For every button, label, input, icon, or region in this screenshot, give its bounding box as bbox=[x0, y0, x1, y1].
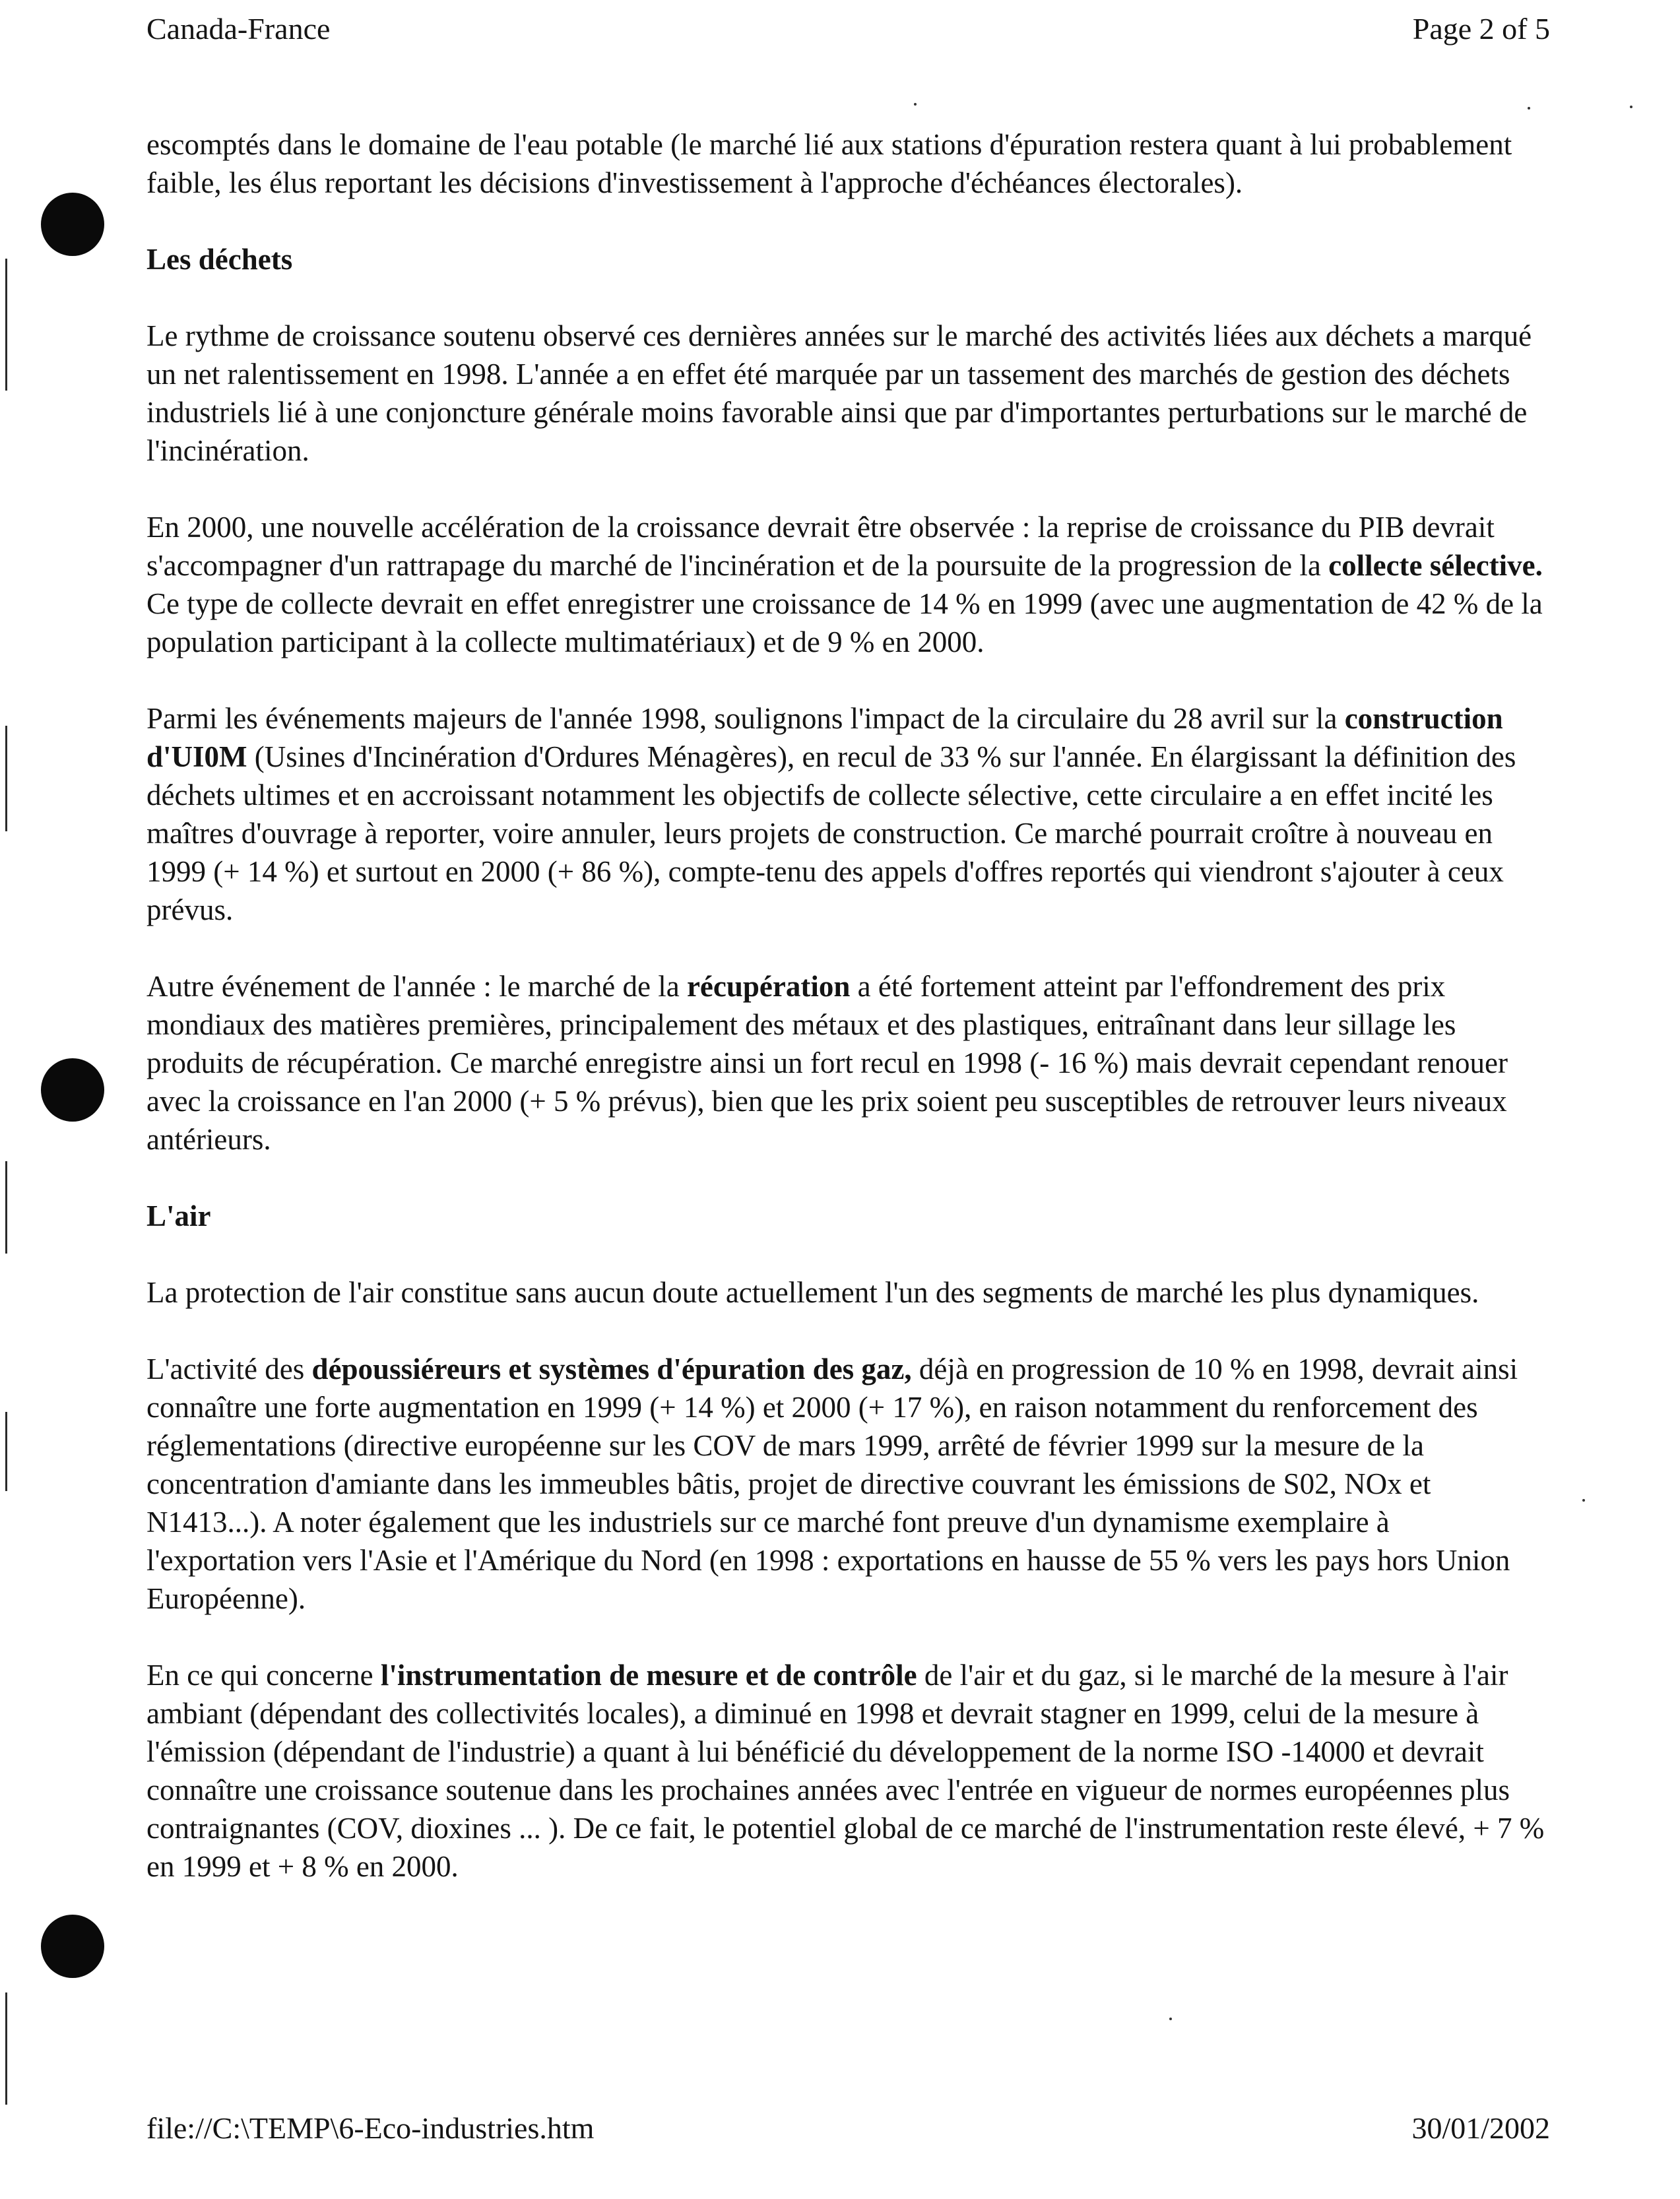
paragraph-air-1: La protection de l'air constitue sans aucun doute actuellement l'un des segments de marché les plus dynamiques. bbox=[146, 1276, 1479, 1309]
paragraph-intro: escomptés dans le domaine de l'eau potable (le marché lié aux stations d'épuration restera quant à lui probablement faible, les élus reportant les décisions d'investissement à l'approche d'échéances électorales). bbox=[146, 128, 1512, 199]
paragraph-air-3: En ce qui concerne l'instrumentation de mesure et de contrôle de l'air et du gaz, si le marché de la mesure à l'air ambiant (dépendant des collectivités locales), a diminué en 1998 et devrait stagner en 1999, celui de la mesure à l'émission (dépendant de l'industrie) a quant à lui bénéficié du développement de la norme ISO -14000 et devrait connaître une croissance soutenue dans les prochaines années avec l'entrée en vigueur de normes européennes plus contraignantes (COV, dioxines ... ). De ce fait, le potentiel global de ce marché de l'instrumentation reste élevé, + 7 % en 1999 et + 8 % en 2000. bbox=[146, 1659, 1545, 1883]
punch-hole-middle bbox=[41, 1058, 104, 1122]
section-heading-dechets: Les déchets bbox=[146, 243, 293, 276]
footer-date: 30/01/2002 bbox=[1411, 2111, 1550, 2145]
scan-edge-line bbox=[5, 1161, 7, 1254]
paragraph-dechets-3: Parmi les événements majeurs de l'année 1998, soulignons l'impact de la circulaire du 28 avril sur la construction d'UI0M (Usines d'Incinération d'Ordures Ménagères), en recul de 33 % sur l'année. En élargissant la définition des déchets ultimes et en accroissant notamment les objectifs de collecte sélective, cette circulaire a en effet incité les maîtres d'ouvrage à reporter, voire annuler, leurs projets de construction. Ce marché pourrait croître à nouveau en 1999 (+ 14 %) et surtout en 2000 (+ 86 %), compte-tenu des appels d'offres reportés qui viendront s'ajouter à ceux prévus. bbox=[146, 702, 1516, 926]
scan-edge-line bbox=[5, 259, 7, 391]
paragraph-dechets-2: En 2000, une nouvelle accélération de la croissance devrait être observée : la reprise de croissance du PIB devrait s'accompagner d'un rattrapage du marché de l'incinération et de la poursuite de la progression de la collecte sélective. Ce type de collecte devrait en effet enregistrer une croissance de 14 % en 1999 (avec une augmentation de 42 % de la population participant à la collecte multimatériaux) et de 9 % en 2000. bbox=[146, 511, 1543, 658]
punch-hole-top bbox=[41, 193, 104, 256]
scan-edge-line bbox=[5, 1992, 7, 2105]
term-construction-uiom: construction d'UI0M bbox=[146, 702, 1503, 773]
term-depoussiereurs: dépoussiéreurs et systèmes d'épuration des gaz, bbox=[311, 1353, 912, 1386]
scan-speck bbox=[1582, 1499, 1585, 1502]
scan-speck bbox=[1528, 107, 1530, 110]
footer-file-path: file://C:\TEMP\6-Eco-industries.htm bbox=[146, 2111, 595, 2145]
scan-speck bbox=[1630, 106, 1632, 108]
section-heading-air: L'air bbox=[146, 1199, 211, 1232]
scan-speck bbox=[1169, 2018, 1172, 2020]
scan-edge-line bbox=[5, 1412, 7, 1491]
paragraph-air-2: L'activité des dépoussiéreurs et systèmes d'épuration des gaz, déjà en progression de 10 % en 1998, devrait ainsi connaître une forte augmentation en 1999 (+ 14 %) et 2000 (+ 17 %), en raison notamment du renforcement des réglementations (directive européenne sur les COV de mars 1999, arrêté de février 1999 sur la mesure de la concentration d'amiante dans les immeubles bâtis, projet de directive couvrant les émissions de S02, NOx et N1413...). A noter également que les industriels sur ce marché font preuve d'un dynamisme exemplaire à l'exportation vers l'Asie et l'Amérique du Nord (en 1998 : exportations en hausse de 55 % vers les pays hors Union Européenne). bbox=[146, 1353, 1518, 1615]
paragraph-dechets-4: Autre événement de l'année : le marché de la récupération a été fortement atteint par l'effondrement des prix mondiaux des matières premières, principalement des métaux et des plastiques, entraînant dans leur sillage les produits de récupération. Ce marché enregistre ainsi un fort recul en 1998 (- 16 %) mais devrait cependant renouer avec la croissance en l'an 2000 (+ 5 % prévus), bien que les prix soient peu susceptibles de retrouver leurs niveaux antérieurs. bbox=[146, 970, 1508, 1156]
scan-speck bbox=[914, 103, 917, 106]
header-title: Canada-France bbox=[146, 12, 331, 46]
term-recuperation: récupération bbox=[686, 970, 851, 1003]
header-page-number: Page 2 of 5 bbox=[1412, 12, 1550, 46]
paragraph-dechets-1: Le rythme de croissance soutenu observé ces dernières années sur le marché des activités liées aux déchets a marqué un net ralentissement en 1998. L'année a en effet été marquée par un tassement des marchés de gestion des déchets industriels lié à une conjoncture générale moins favorable ainsi que par d'importantes perturbations sur le marché de l'incinération. bbox=[146, 319, 1532, 467]
scan-edge-line bbox=[5, 726, 7, 831]
term-collecte-selective: collecte sélective. bbox=[1328, 549, 1543, 582]
term-instrumentation: l'instrumentation de mesure et de contrôle bbox=[380, 1659, 917, 1692]
article-body bbox=[146, 125, 1545, 1924]
punch-hole-bottom bbox=[41, 1915, 104, 1978]
